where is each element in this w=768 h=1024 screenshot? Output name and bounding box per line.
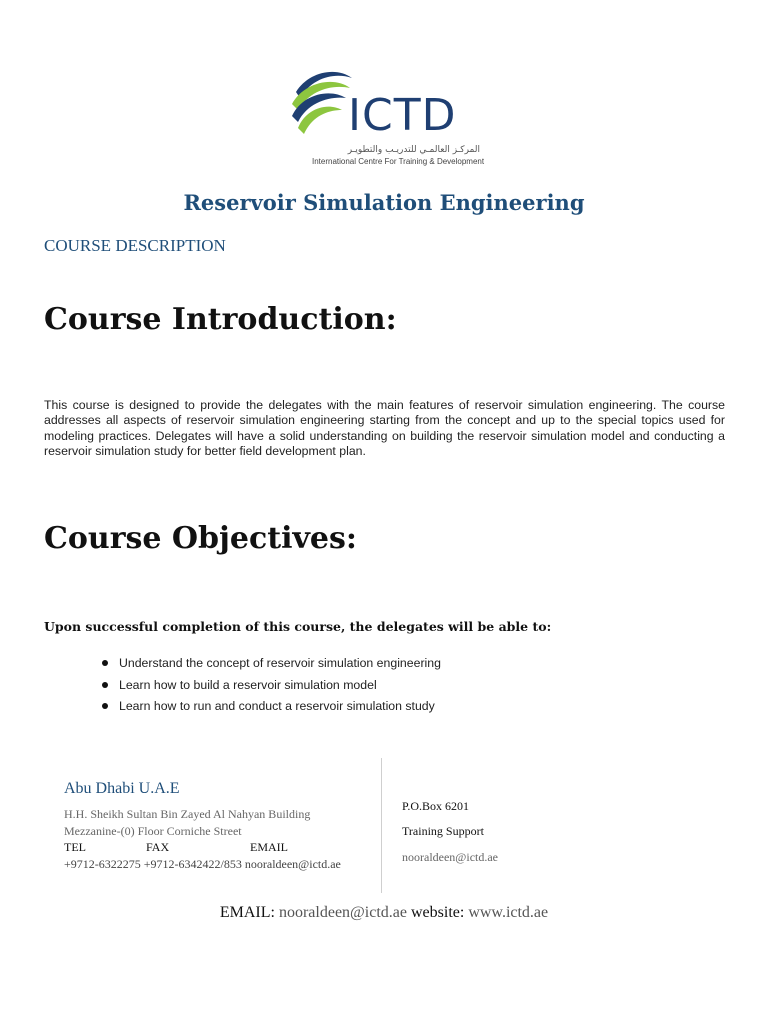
list-item: [100, 654, 441, 676]
bottom-website-label: website:: [410, 904, 465, 921]
intro-paragraph: This course is designed to provide the delegates with the main features of reservoir simulation engineering. The course addresses all aspects of reservoir simulation engineering starting from the concept and up to the special topics used for modeling practices. Delegates will have a solid understanding on building the reservoir simulation model and conducting a reservoir simulation study for better field development plan.: [44, 398, 725, 459]
fax-value: +9712-6342422/853: [143, 856, 242, 871]
ictd-logo: [286, 64, 486, 172]
logo-arabic-name: المركـز العالمـي للتدريـب والتطويـر: [347, 145, 480, 155]
footer-address-line: H.H. Sheikh Sultan Bin Zayed Al Nahyan Building: [64, 807, 311, 821]
bottom-email-link[interactable]: nooraldeen@ictd.ae: [278, 904, 407, 921]
po-box: P.O.Box 6201: [402, 799, 470, 813]
section-label: COURSE DESCRIPTION: [44, 236, 226, 255]
list-item: [100, 697, 441, 719]
footer-address-line: Mezzanine-(0) Floor Corniche Street: [64, 823, 242, 838]
globe-swoosh-icon: [286, 64, 356, 144]
objectives-heading: Course Objectives:: [44, 521, 357, 556]
bottom-contact-line: [0, 902, 768, 924]
tel-value: +9712-6322275: [64, 856, 141, 871]
bottom-website-link[interactable]: www.ictd.ae: [468, 904, 549, 921]
fax-label: FAX: [146, 840, 170, 854]
footer-address-block: [64, 778, 374, 872]
bullet-icon: [102, 682, 108, 688]
email-value[interactable]: nooraldeen@ictd.ae: [244, 856, 341, 871]
intro-heading: Course Introduction:: [44, 302, 397, 337]
list-item: [100, 676, 441, 698]
tel-label: TEL: [64, 840, 86, 854]
objectives-list: [100, 654, 441, 719]
bullet-icon: [102, 660, 108, 666]
course-title: Reservoir Simulation Engineering: [183, 190, 585, 215]
objectives-lead: Upon successful completion of this course, the delegates will be able to:: [44, 619, 552, 634]
contact-labels: [64, 839, 374, 856]
bullet-icon: [102, 703, 108, 709]
list-item-text: Learn how to build a reservoir simulation model: [119, 677, 377, 692]
footer-divider: [381, 758, 382, 893]
footer-city: Abu Dhabi U.A.E: [64, 780, 180, 797]
bottom-email-label: EMAIL:: [219, 904, 275, 921]
footer-support-block: [402, 798, 498, 865]
list-item-text: Understand the concept of reservoir simulation engineering: [119, 656, 441, 670]
contact-values: [64, 856, 374, 873]
logo-wordmark: ICTD: [348, 90, 457, 141]
email-label: EMAIL: [250, 840, 288, 854]
logo-subtitle: International Centre For Training & Development: [312, 157, 485, 166]
support-label: Training Support: [402, 824, 484, 838]
list-item-text: Learn how to run and conduct a reservoir simulation study: [119, 699, 435, 713]
support-email[interactable]: nooraldeen@ictd.ae: [402, 850, 499, 864]
